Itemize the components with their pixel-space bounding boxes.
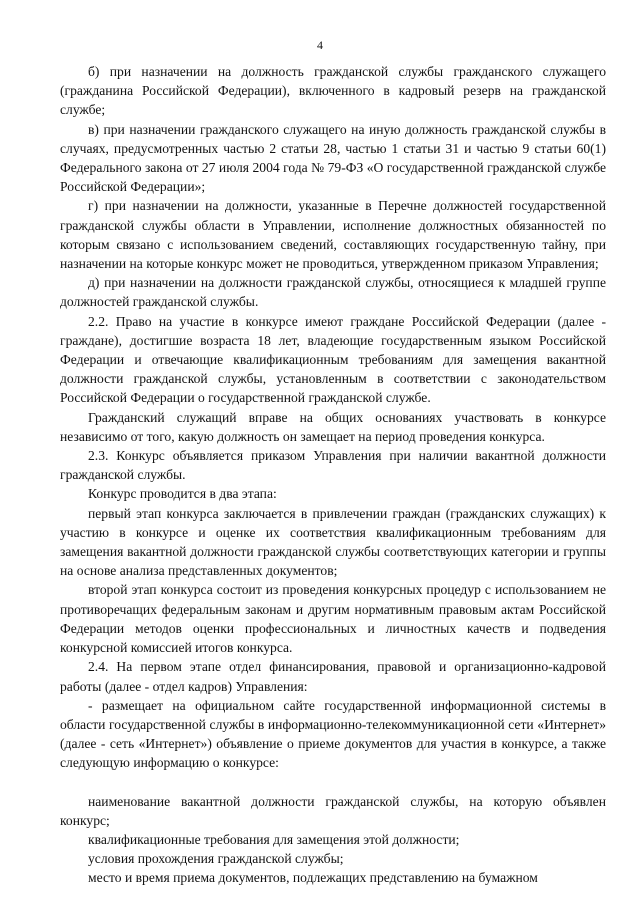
- paragraph-documents-place: место и время приема документов, подлежащих представлению на бумажном: [88, 870, 538, 886]
- paragraph-v: в) при назначении гражданского служащего на иную должность гражданской службы в случаях, предусмотренных частью 2 статьи 28, частью 1 статьи 31 и частью 9 статьи 60(1) Федерального закона от 27 июля 2004 года № 79-ФЗ «О государственной гражданской службе Российской Федерации»;: [60, 121, 606, 195]
- paragraph-service-conditions: условия прохождения гражданской службы;: [88, 851, 344, 867]
- paragraph-civil-servant: Гражданский служащий вправе на общих основаниях участвовать в конкурсе независимо от того, какую должность он замещает на период проведения конкурса.: [60, 409, 606, 444]
- paragraph-first-stage: первый этап конкурса заключается в привлечении граждан (гражданских служащих) к участию в конкурсе и оценке их соответствия квалификационным требованиям для замещения вакантной должности гражданской службы соответствующих категории и группы на основе анализа представленных документов;: [60, 505, 606, 579]
- document-body: [60, 62, 606, 888]
- page-number: 4: [317, 38, 323, 52]
- paragraph-second-stage: второй этап конкурса состоит из проведения конкурсных процедур с использованием не противоречащих федеральным законам и другим нормативным правовым актам Российской Федерации методов оценки профессиональных и личностных качеств и подведения конкурсной комиссией итогов конкурса.: [60, 582, 606, 656]
- paragraph-two-stages: Конкурс проводится в два этапа:: [88, 486, 277, 502]
- paragraph-b: б) при назначении на должность гражданской службы гражданского служащего (гражданина Российской Федерации), включенного в кадровый резерв на гражданской службе;: [60, 64, 606, 118]
- paragraph-d: д) при назначении на должности гражданской службы, относящиеся к младшей группе должностей гражданской службы.: [60, 275, 606, 310]
- section-2-2: 2.2. Право на участие в конкурсе имеют граждане Российской Федерации (далее - граждане), достигшие возраста 18 лет, владеющие государственным языком Российской Федерации и отвечающие квалификационным требованиям для замещения вакантной должности гражданской службы, установленным в соответствии с законодательством Российской Федерации о государственной гражданской службе.: [60, 313, 606, 406]
- paragraph-qualification: квалификационные требования для замещения этой должности;: [88, 831, 460, 847]
- paragraph-g: г) при назначении на должности, указанные в Перечне должностей государственной гражданской службы области в Управлении, исполнение должностных обязанностей по которым связано с использованием сведений, составляющих государственную тайну, при назначении на которые конкурс может не проводиться, утвержденном приказом Управления;: [60, 198, 606, 272]
- section-2-3: 2.3. Конкурс объявляется приказом Управления при наличии вакантной должности гражданской службы.: [60, 448, 606, 483]
- paragraph-vacancy-name: наименование вакантной должности гражданской службы, на которую объявлен конкурс;: [60, 793, 606, 828]
- section-2-4: 2.4. На первом этапе отдел финансирования, правовой и организационно-кадровой работы (далее - отдел кадров) Управления:: [60, 659, 606, 694]
- paragraph-publication: - размещает на официальном сайте государственной информационной системы в области государственной службы в информационно-телекоммуникационной сети «Интернет» (далее - сеть «Интернет») объявление о приеме документов для участия в конкурсе, а также следующую информацию о конкурсе:: [60, 697, 606, 771]
